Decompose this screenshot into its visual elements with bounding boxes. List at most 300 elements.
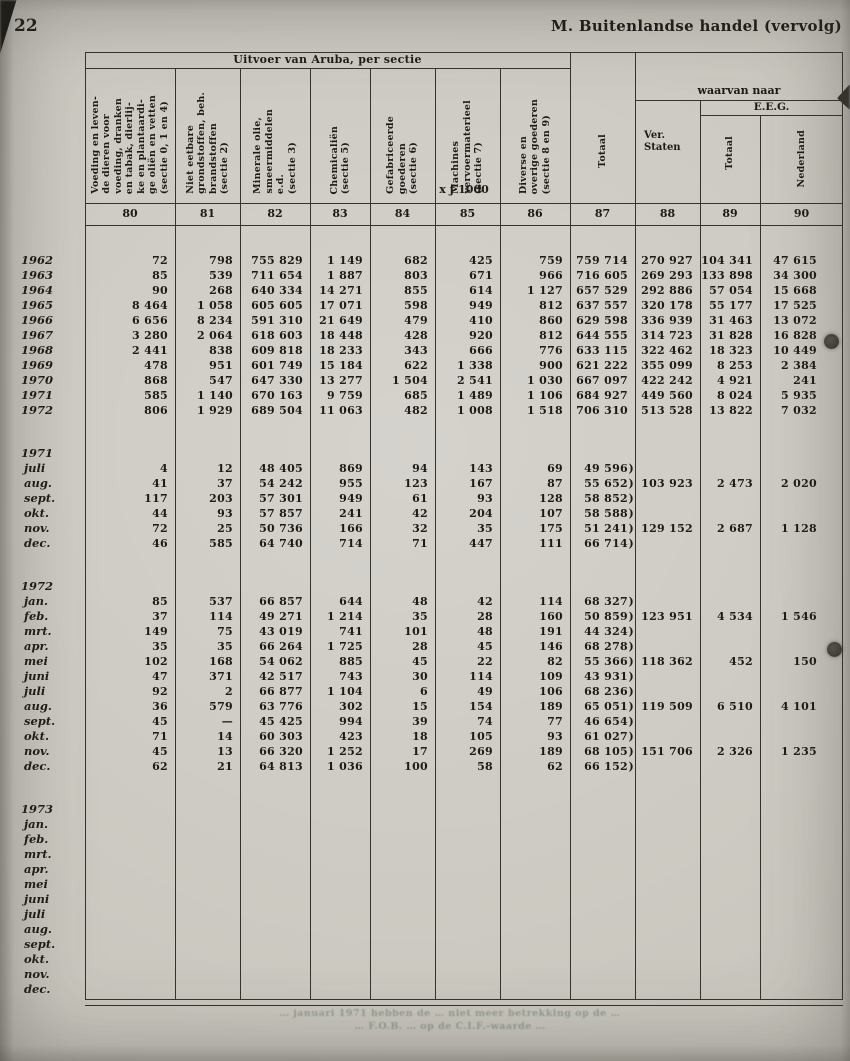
table-cell: 32 xyxy=(412,522,428,535)
row-label: apr. xyxy=(24,639,49,653)
table-cell: 85 xyxy=(152,269,168,282)
table-cell: 14 271 xyxy=(319,284,363,297)
header-line: Staten xyxy=(644,142,681,153)
table-cell: 65 051 ) xyxy=(584,700,634,713)
table-cell: 585 xyxy=(209,537,233,550)
row-label: nov. xyxy=(24,521,50,535)
table-row xyxy=(0,714,843,729)
table-cell: 72 xyxy=(152,522,168,535)
table-cell: 637 557 xyxy=(576,299,628,312)
table-cell: 12 xyxy=(217,462,233,475)
table-cell: 1 106 xyxy=(527,389,563,402)
table-cell: 618 603 xyxy=(251,329,303,342)
table-cell: 21 649 xyxy=(319,314,363,327)
group-paren: ) xyxy=(628,595,634,608)
table-cell: 17 071 xyxy=(319,299,363,312)
table-cell: 314 723 xyxy=(641,329,693,342)
table-cell: 18 xyxy=(412,730,428,743)
table-cell: 667 097 xyxy=(576,374,628,387)
table-cell: 4 921 xyxy=(717,374,753,387)
group-paren: ) xyxy=(628,537,634,550)
table-cell: 44 324 ) xyxy=(584,625,634,638)
table-row xyxy=(0,461,843,476)
table-cell: 268 xyxy=(209,284,233,297)
table-cell: 2 384 xyxy=(781,359,817,372)
header-line: (sectie 3) xyxy=(286,141,298,194)
table-cell: — xyxy=(221,715,233,728)
table-cell: 1 518 xyxy=(527,404,563,417)
table-row xyxy=(0,343,843,358)
table-cell: 585 xyxy=(144,389,168,402)
header-line: e.d. xyxy=(275,173,286,194)
table-cell: 45 xyxy=(477,640,493,653)
table-cell: 8 024 xyxy=(717,389,753,402)
header-line: Minerale olie, xyxy=(252,117,263,194)
table-cell: 2 326 xyxy=(717,745,753,758)
table-cell: 269 xyxy=(469,745,493,758)
subgroup-header-eeg: E.E.G. xyxy=(753,101,790,113)
table-cell: 682 xyxy=(404,254,428,267)
table-cell: 8 253 xyxy=(717,359,753,372)
table-cell: 869 xyxy=(339,462,363,475)
row-label: 1969 xyxy=(21,358,54,372)
table-cell: 622 xyxy=(404,359,428,372)
table-cell: 62 xyxy=(547,760,563,773)
header-line: Niet eetbare xyxy=(184,125,196,194)
column-number: 80 xyxy=(122,207,138,220)
table-cell: 671 xyxy=(469,269,493,282)
section-label: 1972 xyxy=(21,579,54,593)
table-cell: 13 277 xyxy=(319,374,363,387)
table-cell: 47 xyxy=(152,670,168,683)
table-body xyxy=(0,225,843,997)
table-cell: 743 xyxy=(339,670,363,683)
table-cell: 292 886 xyxy=(641,284,693,297)
table-cell: 579 xyxy=(209,700,233,713)
header-line: voeding, dranken xyxy=(112,98,124,194)
table-cell: 93 xyxy=(477,492,493,505)
column-header-84 xyxy=(370,70,435,198)
column-number: 87 xyxy=(594,207,611,220)
table-cell: 28 xyxy=(477,610,493,623)
header-line: Totaal xyxy=(596,134,608,168)
table-row xyxy=(0,847,843,862)
table-cell: 1 214 xyxy=(327,610,363,623)
column-number: 86 xyxy=(527,207,543,220)
table-cell: 689 504 xyxy=(251,404,303,417)
table-cell: 355 099 xyxy=(641,359,693,372)
table-row xyxy=(0,313,843,328)
table-cell: 629 598 xyxy=(576,314,628,327)
row-label: juni xyxy=(24,669,50,683)
table-cell: 1 338 xyxy=(457,359,493,372)
table-cell: 143 xyxy=(469,462,493,475)
table-row xyxy=(0,759,843,774)
table-cell: 66 320 xyxy=(259,745,303,758)
table-cell: 71 xyxy=(152,730,168,743)
table-cell: 21 xyxy=(217,760,233,773)
group-paren: ) xyxy=(628,745,634,758)
table-cell: 539 xyxy=(209,269,233,282)
table-cell: 302 xyxy=(339,700,363,713)
column-header-82 xyxy=(240,70,310,198)
table-row xyxy=(0,609,843,624)
row-label: aug. xyxy=(24,476,52,490)
table-cell: 154 xyxy=(469,700,493,713)
table-cell: 45 xyxy=(152,745,168,758)
table-cell: 900 xyxy=(539,359,563,372)
header-line: de dieren voor xyxy=(101,114,113,194)
table-cell: 43 019 xyxy=(259,625,303,638)
table-cell: 37 xyxy=(152,610,168,623)
table-cell: 22 xyxy=(477,655,493,668)
table-cell: 114 xyxy=(469,670,493,683)
table-cell: 2 020 xyxy=(781,477,817,490)
table-row xyxy=(0,373,843,388)
column-header-88 xyxy=(635,130,700,154)
table-cell: 741 xyxy=(339,625,363,638)
row-label: dec. xyxy=(24,982,51,996)
ghost-note-bleedthrough: … F.O.B. … op de C.I.F.-waarde … xyxy=(354,1021,546,1032)
row-label: mei xyxy=(24,877,48,891)
table-cell: 74 xyxy=(477,715,493,728)
table-cell: 798 xyxy=(209,254,233,267)
table-row xyxy=(0,952,843,967)
group-paren: ) xyxy=(628,640,634,653)
table-row xyxy=(0,388,843,403)
table-cell: 109 xyxy=(539,670,563,683)
header-line: Ver. xyxy=(644,130,666,141)
table-cell: 2 687 xyxy=(717,522,753,535)
row-label: okt. xyxy=(24,952,49,966)
table-row xyxy=(0,684,843,699)
table-row xyxy=(0,506,843,521)
row-label: juli xyxy=(24,907,46,921)
column-number: 81 xyxy=(199,207,216,220)
table-cell: 371 xyxy=(209,670,233,683)
table-cell: 1 036 xyxy=(327,760,363,773)
table-cell: 452 xyxy=(729,655,753,668)
table-cell: 591 310 xyxy=(251,314,303,327)
table-cell: 428 xyxy=(404,329,428,342)
table-cell: 5 935 xyxy=(781,389,817,402)
table-cell: 1 725 xyxy=(327,640,363,653)
table-cell: 58 852 ) xyxy=(584,492,634,505)
row-label: feb. xyxy=(24,832,49,846)
table-cell: 68 236 ) xyxy=(584,685,634,698)
row-label: sept. xyxy=(24,714,56,728)
row-label: nov. xyxy=(24,967,50,981)
table-cell: 449 560 xyxy=(641,389,693,402)
table-cell: 45 xyxy=(412,655,428,668)
table-cell: 72 xyxy=(152,254,168,267)
row-label: 1965 xyxy=(21,298,54,312)
table-cell: 189 xyxy=(539,745,563,758)
table-cell: 614 xyxy=(469,284,493,297)
header-line: grondstoffen, beh. xyxy=(196,92,207,194)
table-cell: 71 xyxy=(412,537,428,550)
table-cell: 601 749 xyxy=(251,359,303,372)
row-label: mrt. xyxy=(24,624,52,638)
table-cell: 68 278 ) xyxy=(584,640,634,653)
table-cell: 860 xyxy=(539,314,563,327)
table-cell: 204 xyxy=(469,507,493,520)
group-paren: ) xyxy=(628,462,634,475)
table-cell: 10 449 xyxy=(773,344,817,357)
group-paren: ) xyxy=(628,760,634,773)
column-number: 85 xyxy=(459,207,476,220)
table-cell: 123 951 xyxy=(641,610,693,623)
table-cell: 105 xyxy=(469,730,493,743)
header-line: goederen xyxy=(396,142,408,194)
header-line: overige goederen xyxy=(529,98,541,194)
row-label: okt. xyxy=(24,729,49,743)
group-paren: ) xyxy=(628,507,634,520)
column-header-87 xyxy=(570,70,635,198)
column-number: 90 xyxy=(793,207,810,220)
table-cell: 1 546 xyxy=(781,610,817,623)
table-cell: 146 xyxy=(539,640,563,653)
table-cell: 1 128 xyxy=(781,522,817,535)
table-cell: 51 241 ) xyxy=(584,522,634,535)
export-table xyxy=(0,52,843,1010)
row-label: sept. xyxy=(24,491,56,505)
header-line: (sectie 6) xyxy=(408,141,420,194)
table-row xyxy=(0,521,843,536)
table-title: Uitvoer van Aruba, per sectie xyxy=(233,53,422,66)
table-cell: 57 301 xyxy=(259,492,303,505)
table-cell: 18 323 xyxy=(709,344,753,357)
table-cell: 621 222 xyxy=(576,359,628,372)
row-label: 1962 xyxy=(21,253,54,267)
header-line: (sectie 8 en 9) xyxy=(540,114,552,194)
table-cell: 8 464 xyxy=(132,299,168,312)
table-cell: 58 588 ) xyxy=(584,507,634,520)
table-cell: 3 280 xyxy=(132,329,168,342)
table-row xyxy=(0,491,843,506)
table-cell: 812 xyxy=(539,329,563,342)
unit-label: x ƒ 1000 xyxy=(439,183,489,196)
row-label: 1967 xyxy=(21,328,54,342)
column-header-81 xyxy=(175,70,240,198)
table-cell: 537 xyxy=(209,595,233,608)
table-cell: 2 441 xyxy=(132,344,168,357)
table-cell: 949 xyxy=(339,492,363,505)
table-cell: 82 xyxy=(547,655,563,668)
table-cell: 62 xyxy=(152,760,168,773)
group-paren: ) xyxy=(628,730,634,743)
table-cell: 955 xyxy=(339,477,363,490)
table-cell: 85 xyxy=(152,595,168,608)
table-cell: 100 xyxy=(404,760,428,773)
table-cell: 13 822 xyxy=(709,404,753,417)
group-paren: ) xyxy=(628,715,634,728)
table-cell: 1 489 xyxy=(457,389,493,402)
table-cell: 61 xyxy=(412,492,428,505)
column-number: 83 xyxy=(332,207,348,220)
table-cell: 322 462 xyxy=(641,344,693,357)
grid-line xyxy=(85,999,843,1000)
table-cell: 119 509 xyxy=(641,700,693,713)
table-cell: 166 xyxy=(339,522,363,535)
table-cell: 7 032 xyxy=(781,404,817,417)
table-row xyxy=(0,922,843,937)
table-cell: 43 931 ) xyxy=(584,670,634,683)
table-row xyxy=(0,877,843,892)
table-cell: 111 xyxy=(539,537,563,550)
table-cell: 35 xyxy=(152,640,168,653)
table-cell: 14 xyxy=(217,730,233,743)
table-cell: 15 xyxy=(412,700,428,713)
table-cell: 776 xyxy=(539,344,563,357)
table-cell: 17 xyxy=(412,745,428,758)
table-cell: 133 898 xyxy=(701,269,753,282)
table-cell: 15 668 xyxy=(773,284,817,297)
table-cell: 759 714 xyxy=(576,254,628,267)
table-cell: 123 xyxy=(404,477,428,490)
table-cell: 41 xyxy=(152,477,168,490)
table-cell: 77 xyxy=(547,715,563,728)
header-line: Diverse en xyxy=(517,135,529,194)
group-paren: ) xyxy=(628,492,634,505)
table-cell: 49 xyxy=(477,685,493,698)
table-cell: 45 425 xyxy=(259,715,303,728)
table-cell: 118 362 xyxy=(641,655,693,668)
table-row xyxy=(0,967,843,982)
column-number: 89 xyxy=(722,207,738,220)
header-line: Voeding en leven- xyxy=(89,96,101,194)
table-cell: 48 xyxy=(412,595,428,608)
table-cell: 104 341 xyxy=(701,254,753,267)
column-number: 88 xyxy=(659,207,676,220)
column-header-90 xyxy=(760,70,843,198)
table-cell: 18 448 xyxy=(319,329,363,342)
row-label: 1968 xyxy=(21,343,54,357)
table-cell: 410 xyxy=(469,314,493,327)
table-cell: 47 615 xyxy=(773,254,817,267)
row-label: juli xyxy=(24,461,46,475)
table-cell: 425 xyxy=(469,254,493,267)
table-cell: 48 xyxy=(477,625,493,638)
table-cell: 670 163 xyxy=(251,389,303,402)
table-cell: 336 939 xyxy=(641,314,693,327)
group-paren: ) xyxy=(628,477,634,490)
table-cell: 129 152 xyxy=(641,522,693,535)
table-cell: 35 xyxy=(412,610,428,623)
table-cell: 666 xyxy=(469,344,493,357)
table-row xyxy=(0,536,843,551)
ghost-note-bleedthrough: … januari 1971 hebben de … niet meer betrekking op de … xyxy=(279,1008,621,1019)
group-paren: ) xyxy=(628,655,634,668)
group-paren: ) xyxy=(628,625,634,638)
table-cell: 994 xyxy=(339,715,363,728)
table-cell: 42 xyxy=(412,507,428,520)
table-cell: 4 xyxy=(160,462,168,475)
row-label: juni xyxy=(24,892,50,906)
table-row xyxy=(0,403,843,418)
table-row xyxy=(0,729,843,744)
table-cell: 8 234 xyxy=(197,314,233,327)
table-cell: 241 xyxy=(793,374,817,387)
table-cell: 49 596 ) xyxy=(584,462,634,475)
table-cell: 44 xyxy=(152,507,168,520)
table-row xyxy=(0,907,843,922)
table-cell: 1 008 xyxy=(457,404,493,417)
header-line: Nederland xyxy=(795,130,807,188)
table-cell: 13 xyxy=(217,745,233,758)
table-cell: 755 829 xyxy=(251,254,303,267)
table-row xyxy=(0,328,843,343)
table-cell: 66 152 ) xyxy=(584,760,634,773)
table-cell: 2 541 xyxy=(457,374,493,387)
table-cell: 1 887 xyxy=(327,269,363,282)
table-cell: 868 xyxy=(144,374,168,387)
table-cell: 39 xyxy=(412,715,428,728)
table-cell: 167 xyxy=(469,477,493,490)
row-label: apr. xyxy=(24,862,49,876)
group-paren: ) xyxy=(628,700,634,713)
group-header-waarvan-naar: waarvan naar xyxy=(697,84,781,97)
group-paren: ) xyxy=(628,685,634,698)
row-label: 1971 xyxy=(21,388,54,402)
table-cell: 17 525 xyxy=(773,299,817,312)
table-cell: 54 242 xyxy=(259,477,303,490)
table-cell: 684 927 xyxy=(576,389,628,402)
table-cell: 920 xyxy=(469,329,493,342)
table-cell: 685 xyxy=(404,389,428,402)
table-cell: 951 xyxy=(209,359,233,372)
table-cell: 4 101 xyxy=(781,700,817,713)
column-number: 84 xyxy=(394,207,411,220)
table-row xyxy=(0,283,843,298)
table-cell: 6 xyxy=(420,685,428,698)
table-cell: 203 xyxy=(209,492,233,505)
header-line: (sectie 2) xyxy=(219,141,230,194)
table-cell: 50 736 xyxy=(259,522,303,535)
table-cell: 423 xyxy=(339,730,363,743)
table-cell: 35 xyxy=(477,522,493,535)
group-paren: ) xyxy=(628,522,634,535)
table-cell: 1 504 xyxy=(392,374,428,387)
table-cell: 803 xyxy=(404,269,428,282)
table-cell: 36 xyxy=(152,700,168,713)
row-label: 1964 xyxy=(21,283,54,297)
table-cell: 106 xyxy=(539,685,563,698)
table-row xyxy=(0,639,843,654)
table-cell: 102 xyxy=(144,655,168,668)
table-cell: 114 xyxy=(539,595,563,608)
header-line: Machines xyxy=(450,141,462,194)
table-cell: 66 857 xyxy=(259,595,303,608)
table-cell: 42 xyxy=(477,595,493,608)
table-cell: 34 300 xyxy=(773,269,817,282)
table-row xyxy=(0,982,843,997)
table-cell: 320 178 xyxy=(641,299,693,312)
table-cell: 87 xyxy=(547,477,563,490)
table-cell: 949 xyxy=(469,299,493,312)
table-row xyxy=(0,937,843,952)
table-cell: 55 652 ) xyxy=(584,477,634,490)
table-cell: 150 xyxy=(793,655,817,668)
table-cell: 1 104 xyxy=(327,685,363,698)
table-row xyxy=(0,892,843,907)
table-cell: 11 063 xyxy=(319,404,363,417)
table-cell: 422 242 xyxy=(641,374,693,387)
table-cell: 2 xyxy=(225,685,233,698)
row-label: 1972 xyxy=(21,403,54,417)
table-cell: 94 xyxy=(412,462,428,475)
row-label: juli xyxy=(24,684,46,698)
